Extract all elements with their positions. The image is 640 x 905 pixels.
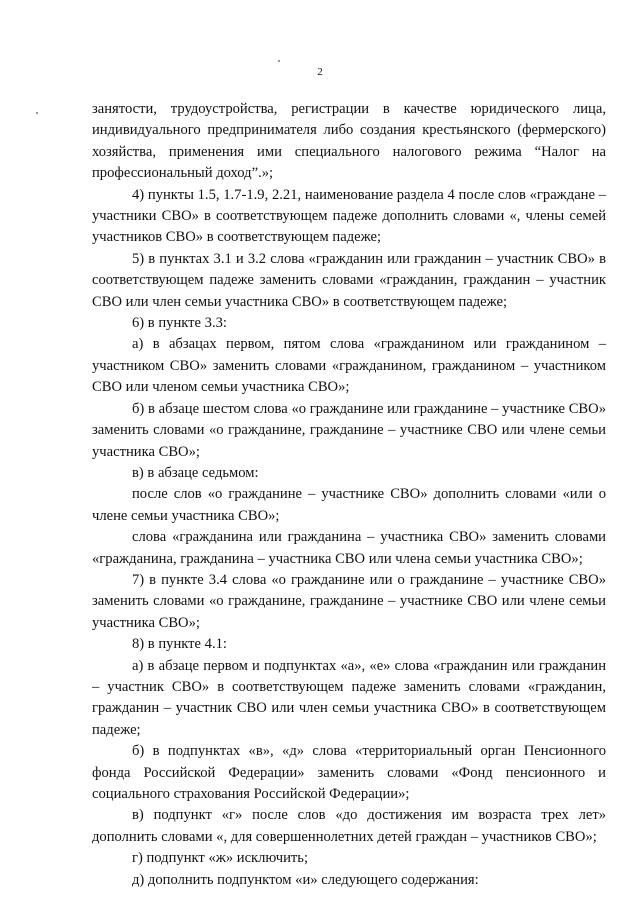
paragraph-continuation: занятости, трудоустройства, регистрации в качестве юридического лица, индивидуального предпринимателя либо создания крестьянского (фермерского) хозяйства, применения ими специального налогового режима “Налог на профессиональный доход”.»; [92, 101, 606, 182]
paragraph-item-8v: в) подпункт «г» после слов «до достижения им возраста трех лет» дополнить словами «, для совершеннолетних детей граждан – участников СВО»; [92, 807, 606, 845]
paragraph-item-6a: а) в абзацах первом, пятом слова «гражданином или гражданином – участником СВО» заменить словами «гражданином, гражданином – участником СВО или членом семьи участника СВО»; [92, 336, 606, 396]
paragraph-item-7: 7) в пункте 3.4 слова «о гражданине или о гражданине – участнике СВО» заменить словами «о гражданине, гражданине – участнике СВО или члене семьи участника СВО»; [92, 571, 606, 631]
paragraph-item-6v-2: слова «гражданина или гражданина – участника СВО» заменить словами «гражданина, гражданина – участника СВО или члена семьи участника СВО»; [92, 529, 606, 567]
paragraph-item-6v: в) в абзаце седьмом: [132, 464, 259, 481]
paragraph-item-8b: б) в подпунктах «в», «д» слова «территориальный орган Пенсионного фонда Российской Федерации» заменить словами «Фонд пенсионного и социального страхования Российской Федерации»; [92, 743, 606, 802]
paragraph-item-6v-1: после слов «о гражданине – участнике СВО» дополнить словами «или о члене семьи участника СВО»; [92, 486, 606, 524]
scan-speck [278, 60, 280, 62]
document-body [92, 99, 606, 891]
paragraph-item-4: 4) пункты 1.5, 1.7-1.9, 2.21, наименование раздела 4 после слов «граждане – участники СВО» в соответствующем падеже дополнить словами «, члены семей участников СВО» в соответствующем падеже; [92, 186, 606, 246]
paragraph-item-8g: г) подпункт «ж» исключить; [132, 850, 309, 867]
paragraph-item-8d: д) дополнить подпунктом «и» следующего содержания: [132, 871, 479, 888]
page-number: 2 [317, 66, 323, 78]
paragraph-item-5: 5) в пунктах 3.1 и 3.2 слова «гражданин или гражданин – участник СВО» в соответствующем падеже заменить словами «гражданин, гражданин – участник СВО или член семьи участника СВО» в соответствующем падеже; [92, 250, 606, 310]
scan-speck [36, 112, 38, 114]
paragraph-item-6: 6) в пункте 3.3: [132, 315, 227, 332]
paragraph-item-8a: а) в абзаце первом и подпунктах «а», «е» слова «гражданин или гражданин – участник СВО» в соответствующем падеже заменить словами «гражданин, гражданин – участник СВО или член семьи участника СВО» в соответствующем падеже; [92, 657, 606, 738]
paragraph-item-8: 8) в пункте 4.1: [132, 636, 227, 653]
paragraph-item-6b: б) в абзаце шестом слова «о гражданине или гражданине – участнике СВО» заменить словами «о гражданине, гражданине – участнике СВО или члене семьи участника СВО»; [92, 400, 606, 460]
